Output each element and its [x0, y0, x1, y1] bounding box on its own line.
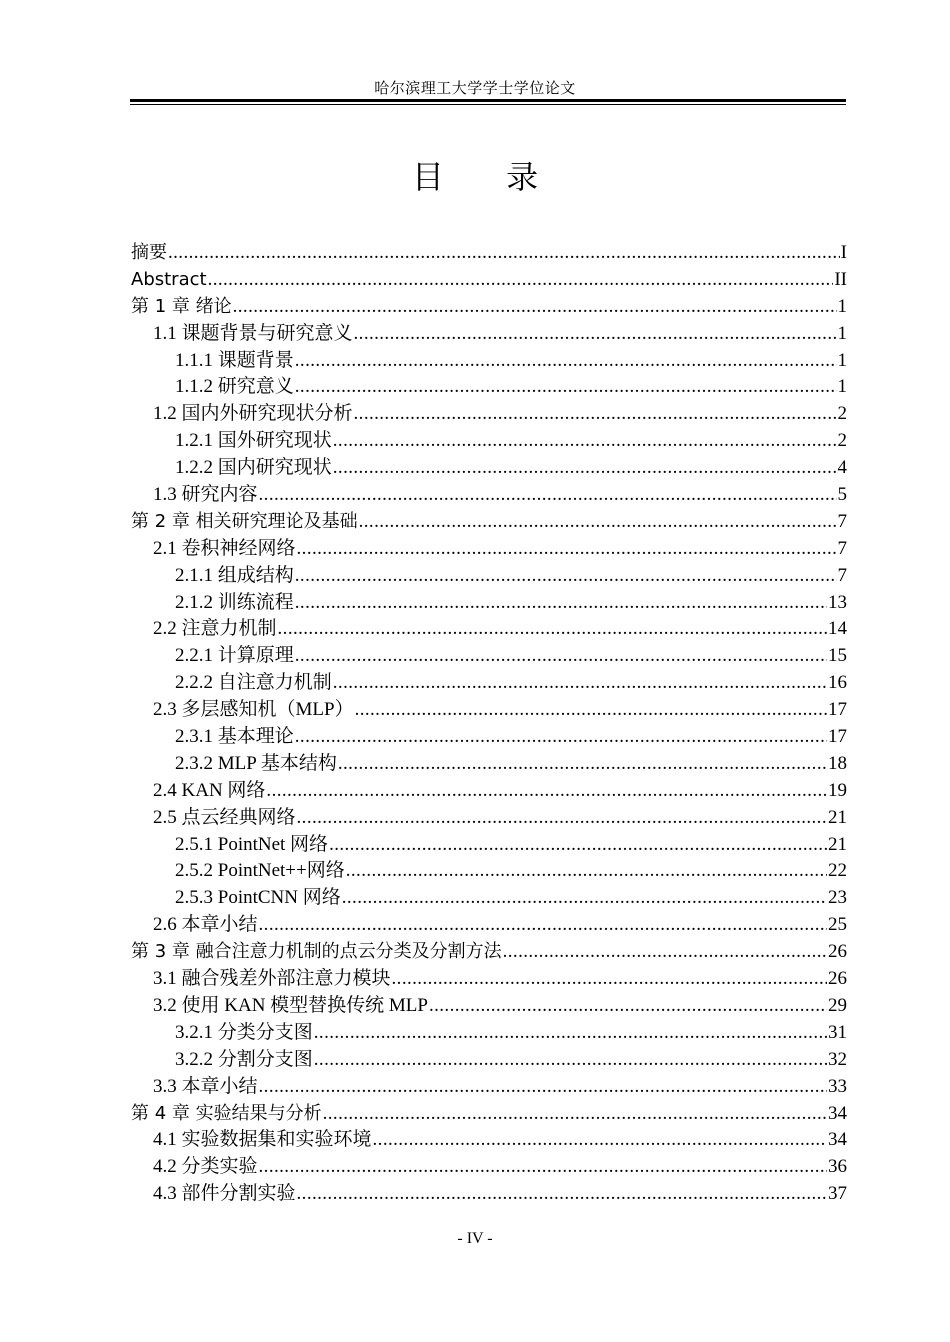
toc-entry[interactable] — [131, 455, 847, 482]
toc-entry[interactable] — [131, 1181, 847, 1208]
toc-entry[interactable] — [131, 348, 847, 375]
toc-entry-label: 2.5.3 PointCNN 网络 — [175, 887, 341, 909]
toc-entry-page: 17 — [828, 699, 847, 721]
toc-entry-label: 2.3.2 MLP 基本结构 — [175, 752, 337, 774]
toc-dot-leader — [355, 697, 827, 724]
toc-dot-leader — [314, 1047, 827, 1074]
toc-entry-page: 34 — [828, 1102, 847, 1124]
toc-dot-leader — [295, 643, 827, 670]
toc-dot-leader — [342, 885, 827, 912]
page-header: 哈尔滨理工大学学士学位论文 — [374, 81, 576, 97]
toc-entry[interactable] — [131, 1127, 847, 1154]
toc-entry-label: 2.5.2 PointNet++网络 — [175, 860, 345, 882]
toc-entry-page: 13 — [828, 591, 847, 613]
toc-entry-page: 23 — [828, 887, 847, 909]
toc-entry-label: 4.1 实验数据集和实验环境 — [153, 1129, 372, 1151]
toc-entry-label: 2.1.1 组成结构 — [175, 564, 294, 586]
toc-entry-page: 21 — [828, 833, 847, 855]
toc-entry-page: 21 — [828, 806, 847, 828]
toc-dot-leader — [259, 482, 837, 509]
toc-entry[interactable] — [131, 939, 847, 966]
toc-entry[interactable] — [131, 643, 847, 670]
header-rule-thick — [130, 99, 846, 102]
toc-entry[interactable] — [131, 321, 847, 348]
toc-entry-page: 29 — [828, 994, 847, 1016]
toc-entry[interactable] — [131, 1074, 847, 1101]
toc-entry-page: 25 — [828, 914, 847, 936]
toc-entry-label: 2.1 卷积神经网络 — [153, 537, 296, 559]
toc-dot-leader — [259, 1074, 827, 1101]
toc-entry[interactable] — [131, 966, 847, 993]
toc-entry-page: 32 — [828, 1048, 847, 1070]
toc-entry[interactable] — [131, 724, 847, 751]
toc-entry[interactable] — [131, 1020, 847, 1047]
toc-dot-leader — [233, 294, 837, 321]
toc-entry-page: 36 — [828, 1156, 847, 1178]
toc-entry-label: 第 1 章 绪论 — [131, 295, 232, 317]
toc-entry-page: 1 — [837, 376, 847, 398]
toc-entry-label: 2.1.2 训练流程 — [175, 591, 294, 613]
toc-entry-label: 4.2 分类实验 — [153, 1156, 258, 1178]
toc-entry[interactable] — [131, 374, 847, 401]
toc-entry-page: 2 — [837, 403, 847, 425]
toc-entry-label: 1.1.1 课题背景 — [175, 349, 294, 371]
toc-dot-leader — [354, 401, 837, 428]
toc-dot-leader — [329, 832, 827, 859]
toc-entry-label: 1.2 国内外研究现状分析 — [153, 403, 353, 425]
toc-entry[interactable] — [131, 1101, 847, 1128]
toc-entry[interactable] — [131, 832, 847, 859]
header-rule-thin — [130, 104, 846, 105]
toc-entry-label: 2.2.2 自注意力机制 — [175, 672, 332, 694]
toc-entry-page: 7 — [837, 510, 847, 532]
toc-entry[interactable] — [131, 240, 847, 267]
toc-entry[interactable] — [131, 509, 847, 536]
toc-entry-page: 37 — [828, 1183, 847, 1205]
toc-entry[interactable] — [131, 885, 847, 912]
toc-entry-label: 4.3 部件分割实验 — [153, 1183, 296, 1205]
toc-dot-leader — [429, 993, 827, 1020]
toc-entry[interactable] — [131, 1154, 847, 1181]
toc-entry-label: 第 4 章 实验结果与分析 — [131, 1102, 322, 1124]
toc-dot-leader — [295, 348, 837, 375]
toc-entry-page: 7 — [837, 537, 847, 559]
toc-entry-label: 2.4 KAN 网络 — [153, 779, 266, 801]
toc-dot-leader — [297, 536, 837, 563]
toc-entry-label: 1.2.1 国外研究现状 — [175, 430, 332, 452]
toc-dot-leader — [295, 724, 827, 751]
toc-dot-leader — [354, 321, 837, 348]
toc-entry-label: 2.3 多层感知机（MLP） — [153, 699, 354, 721]
toc-dot-leader — [208, 267, 834, 294]
toc-dot-leader — [314, 1020, 827, 1047]
toc-entry-label: 1.2.2 国内研究现状 — [175, 457, 332, 479]
toc-entry[interactable] — [131, 267, 847, 294]
toc-dot-leader — [333, 428, 837, 455]
toc-entry-page: 4 — [837, 457, 847, 479]
toc-entry[interactable] — [131, 912, 847, 939]
toc-dot-leader — [278, 616, 827, 643]
toc-entry-page: 33 — [828, 1075, 847, 1097]
toc-dot-leader — [373, 1127, 827, 1154]
toc-entry[interactable] — [131, 563, 847, 590]
toc-entry-label: 3.1 融合残差外部注意力模块 — [153, 968, 391, 990]
toc-entry-page: 26 — [828, 968, 847, 990]
toc-entry-page: 1 — [837, 295, 847, 317]
toc-dot-leader — [259, 1154, 827, 1181]
toc-entry-page: 1 — [837, 349, 847, 371]
toc-dot-leader — [295, 563, 837, 590]
toc-title: 目 录 — [411, 158, 565, 196]
toc-entry[interactable] — [131, 428, 847, 455]
toc-entry-label: 2.3.1 基本理论 — [175, 726, 294, 748]
toc-entry[interactable] — [131, 294, 847, 321]
toc-entry-page: 7 — [837, 564, 847, 586]
toc-entry[interactable] — [131, 1047, 847, 1074]
toc-entry-page: 15 — [828, 645, 847, 667]
toc-entry-page: I — [840, 242, 847, 263]
toc-entry-label: 2.5.1 PointNet 网络 — [175, 833, 329, 855]
toc-dot-leader — [297, 805, 827, 832]
toc-entry-page: 5 — [837, 484, 847, 506]
toc-entry[interactable] — [131, 616, 847, 643]
toc-entry-label: 2.2 注意力机制 — [153, 618, 277, 640]
toc-entry-label: 3.2.2 分割分支图 — [175, 1048, 313, 1070]
toc-dot-leader — [323, 1101, 827, 1128]
toc-entry[interactable] — [131, 778, 847, 805]
toc-entry-label: 第 3 章 融合注意力机制的点云分类及分割方法 — [131, 941, 502, 963]
toc-dot-leader — [333, 670, 827, 697]
toc-entry-page: 18 — [828, 752, 847, 774]
toc-entry-label: 1.1 课题背景与研究意义 — [153, 322, 353, 344]
toc-dot-leader — [168, 240, 840, 267]
toc-entry-page: 26 — [828, 941, 847, 963]
toc-dot-leader — [266, 778, 827, 805]
toc-dot-leader — [295, 590, 827, 617]
toc-dot-leader — [359, 509, 837, 536]
toc-dot-leader — [333, 455, 837, 482]
toc-entry-page: 14 — [828, 618, 847, 640]
toc-dot-leader — [338, 751, 827, 778]
toc-entry-label: 1.1.2 研究意义 — [175, 376, 294, 398]
toc-entry-page: 22 — [828, 860, 847, 882]
toc-entry-label: 3.2 使用 KAN 模型替换传统 MLP — [153, 994, 428, 1016]
toc-entry-label: 1.3 研究内容 — [153, 484, 258, 506]
toc-entry[interactable] — [131, 401, 847, 428]
toc-entry-label: 2.2.1 计算原理 — [175, 645, 294, 667]
toc-entry[interactable] — [131, 482, 847, 509]
toc-entry-label: 2.6 本章小结 — [153, 914, 258, 936]
toc-entry[interactable] — [131, 805, 847, 832]
toc-entry-label: 摘要 — [131, 242, 167, 263]
toc-entry-page: 2 — [837, 430, 847, 452]
toc-entry[interactable] — [131, 697, 847, 724]
toc-entry-label: 2.5 点云经典网络 — [153, 806, 296, 828]
toc-dot-leader — [259, 912, 827, 939]
toc-entry-page: 31 — [828, 1021, 847, 1043]
toc-entry-page: 1 — [837, 322, 847, 344]
toc-dot-leader — [297, 1181, 827, 1208]
toc-entry[interactable] — [131, 670, 847, 697]
toc-entry-label: 第 2 章 相关研究理论及基础 — [131, 510, 358, 532]
toc-entry-label: 3.3 本章小结 — [153, 1075, 258, 1097]
toc-dot-leader — [392, 966, 827, 993]
toc-dot-leader — [346, 858, 827, 885]
toc-entry[interactable] — [131, 858, 847, 885]
toc-dot-leader — [503, 939, 827, 966]
toc-entry[interactable] — [131, 751, 847, 778]
toc-entry-page: 17 — [828, 726, 847, 748]
page-number: - IV - — [457, 1230, 493, 1247]
toc-entry-page: II — [834, 268, 847, 290]
toc-entry[interactable] — [131, 536, 847, 563]
toc-entry-label: 3.2.1 分类分支图 — [175, 1021, 313, 1043]
toc-dot-leader — [295, 374, 837, 401]
table-of-contents — [131, 240, 847, 1208]
toc-entry-label: Abstract — [131, 268, 207, 290]
toc-entry[interactable] — [131, 993, 847, 1020]
toc-entry[interactable] — [131, 590, 847, 617]
toc-entry-page: 16 — [828, 672, 847, 694]
toc-entry-page: 19 — [828, 779, 847, 801]
toc-entry-page: 34 — [828, 1129, 847, 1151]
